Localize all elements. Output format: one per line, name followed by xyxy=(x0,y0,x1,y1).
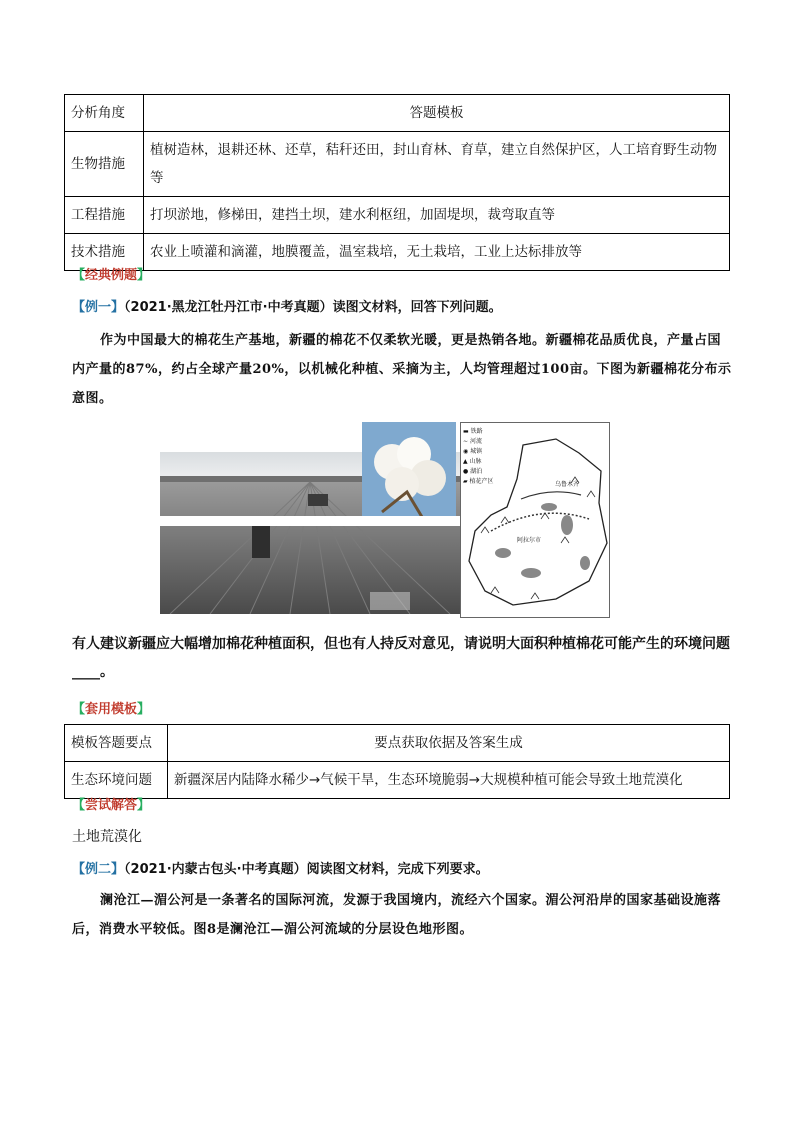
section-heading-text: 套用模板 xyxy=(85,702,138,717)
legend-label: 山脉 xyxy=(469,458,482,465)
legend-item: ∼ 河流 xyxy=(463,438,482,445)
table-cell: 生态环境问题 xyxy=(65,762,168,799)
example-label: 例一 xyxy=(85,300,112,315)
example-paragraph xyxy=(72,886,732,944)
legend-label: 城镇 xyxy=(470,448,483,455)
table-cell: 技术措施 xyxy=(65,234,144,271)
table-cell: 打坝淤地，修梯田，建挡土坝，建水利枢纽，加固堤坝，裁弯取直等 xyxy=(144,197,730,234)
measures-table xyxy=(64,94,730,271)
example-paragraph xyxy=(72,326,732,413)
table-cell: 植树造林，退耕还林、还草，秸秆还田，封山育林、育草，建立自然保护区，人工培育野生动物等 xyxy=(144,132,730,197)
example-heading: 【例一】（2021·黑龙江牡丹江市·中考真题）读图文材料，回答下列问题。 xyxy=(72,300,502,315)
section-heading-try: 【尝试解答】 xyxy=(72,798,151,813)
section-heading-template: 【套用模板】 xyxy=(72,702,151,717)
table-header-row xyxy=(65,725,730,762)
paragraph-text: 作为中国最大的棉花生产基地，新疆的棉花不仅柔软光暖，更是热销各地。新疆棉花品质优良，产量占国内产量的87%，约占全球产量20%，以机械化种植、采摘为主，人均管理超过100亩。下图为新疆棉花分布示意图。 xyxy=(72,333,732,406)
section-heading-text: 经典例题 xyxy=(85,268,138,283)
city-label-urumqi: 乌鲁木齐 xyxy=(555,481,580,488)
section-heading-classic: 【经典例题】 xyxy=(72,268,151,283)
legend-item: ▰ 植花产区 xyxy=(463,478,494,485)
example-instruction: 读图文材料，回答下列问题。 xyxy=(332,300,502,315)
table-header-cell: 分析角度 xyxy=(65,95,144,132)
answer-text: 土地荒漠化 xyxy=(72,829,142,845)
legend-item: ▲ 山脉 xyxy=(463,458,482,465)
example-instruction: 阅读图文材料，完成下列要求。 xyxy=(306,862,489,877)
paragraph-text: 澜沧江—湄公河是一条著名的国际河流，发源于我国境内，流经六个国家。湄公河沿岸的国家基础设施落后，消费水平较低。图8是澜沧江—湄公河流域的分层设色地形图。 xyxy=(72,893,722,937)
example-source: （2021·内蒙古包头·中考真题） xyxy=(124,862,307,877)
table-cell: 工程措施 xyxy=(65,197,144,234)
table-header-cell: 模板答题要点 xyxy=(65,725,168,762)
table-row xyxy=(65,132,730,197)
section-heading-text: 尝试解答 xyxy=(85,798,138,813)
table-row xyxy=(65,234,730,271)
question-text: 有人建议新疆应大幅增加棉花种植面积，但也有人持反对意见，请说明大面积种植棉花可能产生的环境问题____。 xyxy=(72,636,730,680)
city-label-aral: 阿拉尔市 xyxy=(517,537,542,544)
example-source: （2021·黑龙江牡丹江市·中考真题） xyxy=(124,300,333,315)
legend-label: 湖泊 xyxy=(470,468,483,475)
legend-label: 铁路 xyxy=(470,428,483,435)
example-label: 例二 xyxy=(85,862,112,877)
cotton-boll-image xyxy=(362,422,456,522)
figure-divider xyxy=(148,516,464,526)
legend-label: 河流 xyxy=(469,438,482,445)
table-header-cell: 答题模板 xyxy=(144,95,730,132)
table-row xyxy=(65,197,730,234)
legend-item: ◉ 城镇 xyxy=(463,448,483,455)
xinjiang-cotton-map xyxy=(460,422,610,618)
table-cell: 生物措施 xyxy=(65,132,144,197)
table-cell: 农业上喷灌和滴灌，地膜覆盖，温室栽培，无土栽培，工业上达标排放等 xyxy=(144,234,730,271)
example-heading: 【例二】（2021·内蒙古包头·中考真题）阅读图文材料，完成下列要求。 xyxy=(72,862,489,877)
table-row xyxy=(65,762,730,799)
legend-item: ▬ 铁路 xyxy=(463,428,483,435)
map-legend xyxy=(463,427,507,487)
table-header-row xyxy=(65,95,730,132)
legend-item: ● 湖泊 xyxy=(463,468,483,475)
legend-label: 植花产区 xyxy=(469,478,494,485)
table-cell: 新疆深居内陆降水稀少→气候干旱，生态环境脆弱→大规模种植可能会导致土地荒漠化 xyxy=(168,762,730,799)
template-table xyxy=(64,724,730,799)
cotton-boll-photo xyxy=(362,422,456,522)
table-header-cell: 要点获取依据及答案生成 xyxy=(168,725,730,762)
